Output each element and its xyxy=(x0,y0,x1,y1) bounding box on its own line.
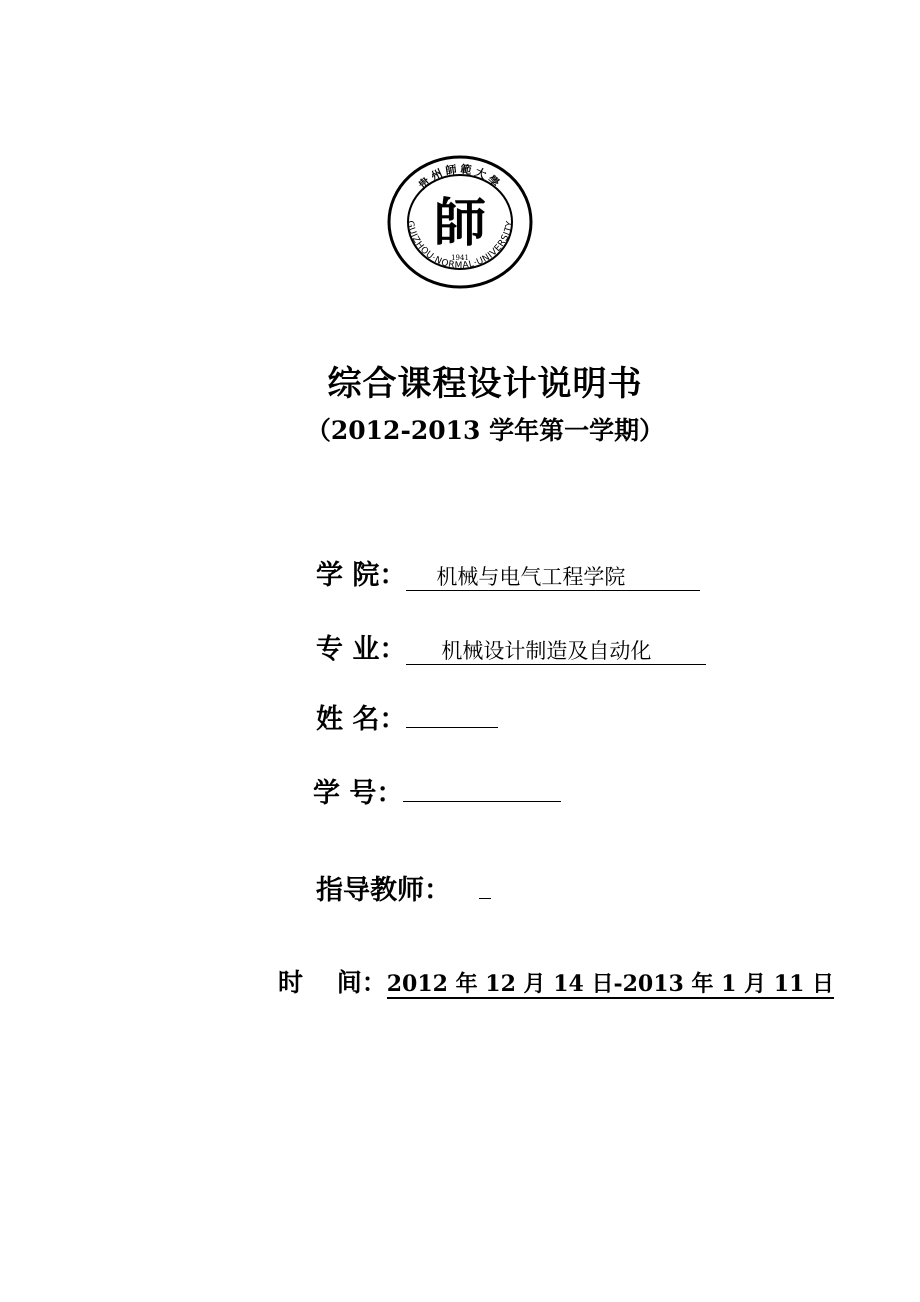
seal-top-text: 贵州師範大學 xyxy=(416,162,504,192)
time-row xyxy=(278,963,834,999)
seal-bottom-text: GUIZHOU·NORMAL·UNIVERSITY xyxy=(404,219,516,272)
name-label: 姓 名： xyxy=(316,704,407,735)
major-label: 专 业： xyxy=(316,634,407,665)
college-row xyxy=(316,553,700,592)
time-label: 时 间： xyxy=(278,968,387,997)
seal-center-char: 師 xyxy=(433,193,487,254)
advisor-label: 指导教师： xyxy=(316,875,451,906)
advisor-row xyxy=(316,868,491,907)
university-seal-icon xyxy=(387,155,533,289)
name-value xyxy=(406,703,498,728)
university-seal xyxy=(387,155,533,289)
advisor-value xyxy=(479,874,491,899)
college-value: 机械与电气工程学院 xyxy=(406,564,700,591)
document-subtitle: （2012-2013 学年第一学期） xyxy=(305,416,665,445)
name-row xyxy=(316,697,498,736)
major-row xyxy=(316,627,706,666)
college-label: 学 院： xyxy=(316,560,407,591)
student-id-value xyxy=(403,777,561,802)
major-value: 机械设计制造及自动化 xyxy=(406,638,706,665)
svg-text:贵州師範大學 xyxy=(415,162,504,192)
document-title: 综合课程设计说明书 xyxy=(327,364,643,404)
student-id-label: 学 号： xyxy=(313,778,404,809)
seal-year: 1941 xyxy=(451,254,469,262)
time-value: 2012 年 12 月 14 日-2013 年 1 月 11 日 xyxy=(386,971,835,997)
student-id-row xyxy=(313,771,561,810)
